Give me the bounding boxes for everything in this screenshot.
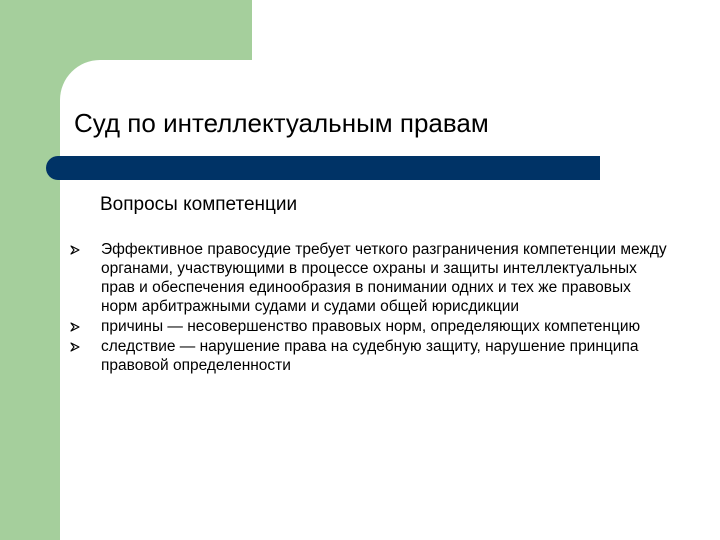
slide-subtitle: Вопросы компетенции [100,194,298,215]
bullet-item [70,337,670,375]
title-underline-bar [46,156,600,180]
slide-title: Суд по интеллектуальным правам [74,108,489,138]
bullet-list [70,240,670,376]
bullet-text: следствие — нарушение права на судебную защиту, нарушение принципа правовой определенности [101,338,639,374]
bullet-item [70,317,670,336]
arrowhead-bullet-icon [70,342,80,352]
bullet-item [70,240,670,316]
arrowhead-bullet-icon [70,245,80,255]
arrowhead-bullet-icon [70,322,80,332]
bullet-text: Эффективное правосудие требует четкого разграничения компетенции между органами, участвующими в процессе охраны и защиты интеллектуальных прав и обеспечения единообразия в понимании одних и тех же правовых норм арбитражными судами и судами общей юрисдикции [101,241,667,315]
bullet-text: причины — несовершенство правовых норм, определяющих компетенцию [101,318,641,335]
